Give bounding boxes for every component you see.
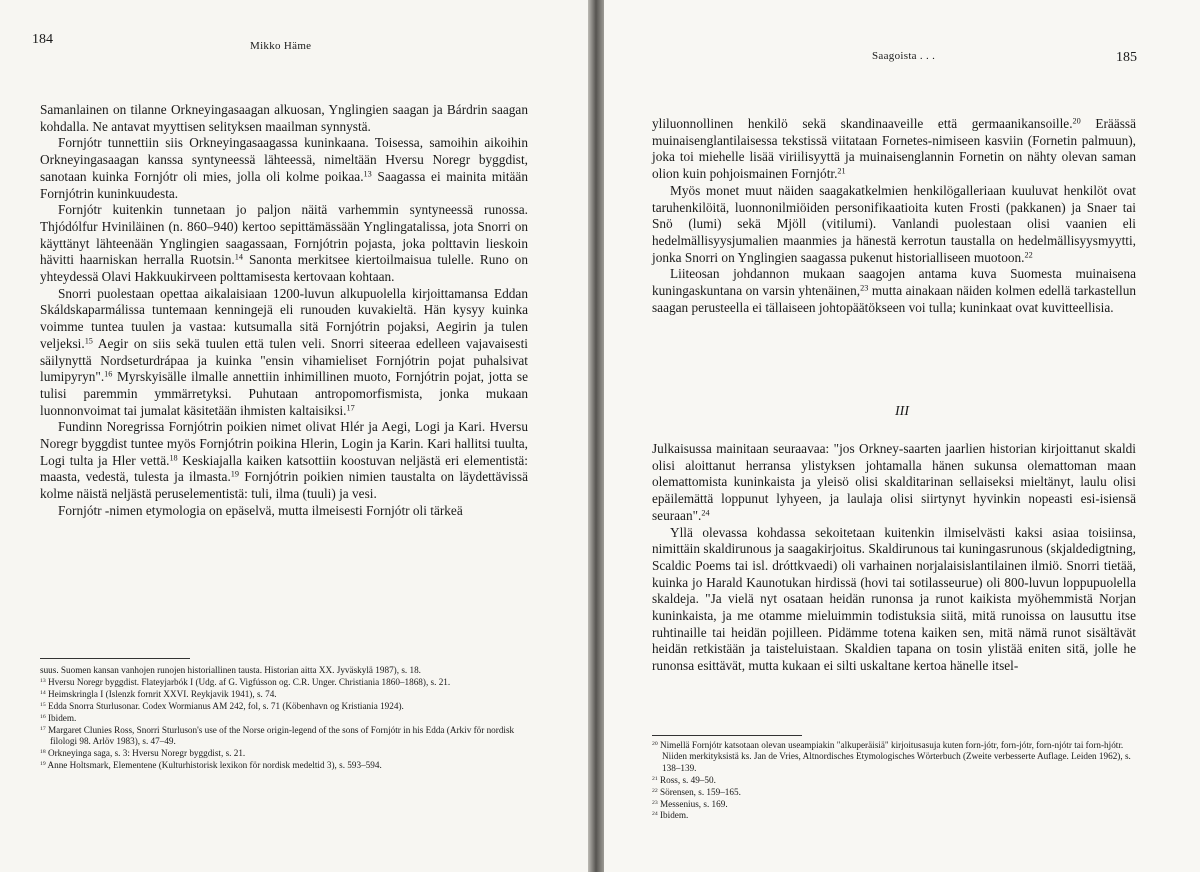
footnote-marker: 15 [84, 336, 93, 346]
footnote-marker: 20 [1072, 116, 1081, 126]
footnote-marker: 18 [40, 748, 46, 755]
footnote: $^{22}$ Sörensen, s. 159–165. [652, 786, 741, 797]
footnote-marker: 17 [346, 403, 355, 413]
paragraph: Fornjótr tunnettiin siis Orkneyingasaagassa kuninkaana. Toisessa, samoihin aikoihin Orkneyingasaagan kanssa syntyneessä lähteessä, nimeltään Hversu Noregr byggdist, sanotaan kuinka Fornjótr oli mies, jolla oli kolme poikaa.$^{13}$ Saagassa ei mainita mitään Fornjótrin kuninkuudesta. [40, 135, 528, 201]
footnote-marker: 22 [652, 787, 658, 794]
footnote-marker: 20 [652, 740, 658, 747]
footnote-marker: 18 [169, 453, 178, 463]
footnote-marker: 19 [230, 469, 240, 479]
page-number-left: 184 [32, 32, 53, 47]
footnote-marker: 23 [652, 799, 658, 806]
footnote: $^{13}$ Hversu Noregr byggdist. Flateyjarbók I (Udg. af G. Vigfússon og. C.R. Unger. Christiania 1860–1868), s. 21. [40, 676, 451, 687]
paragraph: Samanlainen on tilanne Orkneyingasaagan alkuosan, Ynglingien saagan ja Bárdrin saagan kohdalla. Ne antavat myyttisen selityksen maailman synnystä. [40, 102, 528, 134]
footnote-marker: 24 [652, 811, 658, 818]
footnote-marker: 13 [40, 677, 46, 684]
footnote: $^{23}$ Messenius, s. 169. [652, 798, 728, 809]
left-body-text [40, 102, 528, 520]
paragraph: yliluonnollinen henkilö sekä skandinaaveille että germaanikansoille.$^{20}$ Eräässä muinaisenglantilaisessa tekstissä viitataan Fornetes-nimiseen kasviin (Fornetin palmuun), joka toi miehelle lisää viriilisyyttä ja muinaisenglannin Fornetin on nähty olevan saman olion kuin pohjoismainen Fornjótr.$^{21}$ [652, 116, 1136, 182]
footnote-marker: 24 [701, 508, 710, 518]
right-body-text-top [652, 116, 1136, 316]
left-footnotes [40, 665, 528, 772]
footnote-marker: 15 [40, 701, 46, 708]
running-head-left: Mikko Häme [250, 40, 312, 52]
footnote-marker: 14 [234, 252, 243, 262]
footnote: $^{18}$ Orkneyinga saga, s. 3: Hversu Noregr byggdist, s. 21. [40, 747, 246, 758]
footnote-marker: 19 [40, 760, 46, 767]
footnote-marker: 21 [652, 775, 658, 782]
left-page [0, 0, 588, 872]
footnote: $^{24}$ Ibidem. [652, 810, 689, 821]
book-gutter [588, 0, 604, 872]
footnote-marker: 17 [40, 725, 46, 732]
footnote: $^{16}$ Ibidem. [40, 712, 77, 723]
footnote: suus. Suomen kansan vanhojen runojen historiallinen tausta. Historian aitta XX. Jyväskylä 1987), s. 18. [40, 665, 421, 675]
right-footnotes [652, 740, 1136, 822]
footnote-marker: 23 [860, 283, 869, 293]
footnote: $^{15}$ Edda Snorra Sturlusonar. Codex Wormianus AM 242, fol, s. 71 (Köbenhavn og Kristiania 1924). [40, 700, 404, 711]
paragraph: Fornjótr kuitenkin tunnetaan jo paljon näitä varhemmin syntyneessä runossa. Thjódólfur Hviniläinen (n. 860–940) kertoo sepittämässään Ynglingatalissa, jota Snorri on käyttänyt lähteenään Ynglingien saagassaan, Fornjótrin pojasta, joka polttavin lieskoin hävitti haarniskan herralla Ruotsin.$^{14}$ Sanonta merkitsee kiertoilmaisua tulelle. Runo on yhteydessä Olavi Hakkuukirveen polttamisesta kertovaan kohtaan. [40, 202, 528, 285]
footnote-rule-right [652, 735, 802, 736]
footnote: $^{17}$ Margaret Clunies Ross, Snorri Sturluson's use of the Norse origin-legend of the sons of Fornjótr in his Edda (Arkiv för nordisk filologi 98. Arlöv 1983), s. 47–49. [40, 724, 515, 746]
paragraph: Fornjótr -nimen etymologia on epäselvä, mutta ilmeisesti Fornjótr oli tärkeä [58, 502, 463, 518]
paragraph: Yllä olevassa kohdassa sekoitetaan kuitenkin ilmiselvästi kaksi asiaa toisiinsa, nimittäin skaldirunous ja saagakirjoitus. Skaldirunous tai kuningasrunous (skjaldedigtning, Scaldic Poems tai isl. dróttkvaedi) oli varhainen norjalaisislantilainen ilmiö. Snorri tietää, kuinka jo Harald Kaunotukan hirdissä (hovi tai sotilasseurue) oli 800-luvun loppupuolella skaldeja. "Ja vielä nyt osataan heidän runonsa ja runot kaikista myöhemmistä Norjan kuninkaista, ja me otamme mieluimmin todistuksia siitä, mitä runoissa on lausuttu itse ruhtinaille tai heidän pojilleen. Pidämme totena kaiken sen, mitä nämä runot sisältävät heidän retkistään ja taisteluistaan. Skaldien tapana on tosin ylistää eniten sitä, jolle he runonsa esittävät, mutta kukaan ei silti uskaltane kertoa hänelle itsel- [652, 524, 1136, 674]
footnote: $^{20}$ Nimellä Fornjótr katsotaan olevan useampiakin "alkuperäisiä" kirjoitusasuja kuten forn-jótr, forn-jótr, forn-njótr tai forn-hjótr. Niiden merkityksistä ks. Jan de Vries, Altnordisches Etymologisches Wörterbuch (Zweite verbesserte Auflage. Leiden 1962), s. 138–139. [652, 740, 1131, 773]
paragraph: Julkaisussa mainitaan seuraavaa: "jos Orkney-saarten jaarlien historian kirjoittanut skaldi olisi aloittanut herransa ylistyksen johtamalla hänen sukunsa olemattoman maan olemattomista kuninkaista ja yleisö olisi skalditarinan sellaiseksi mieltänyt, laulu olisi epäilemättä loppunut lyhyeen, ja laulaja olisi siirtynyt hyvinkin nopeasti esi-isiensä seuraan".$^{24}$ [652, 441, 1136, 523]
right-body-text-bottom [652, 441, 1136, 675]
footnote-marker: 21 [837, 166, 846, 176]
footnote-marker: 14 [40, 689, 46, 696]
footnote-marker: 13 [363, 169, 372, 179]
footnote: $^{21}$ Ross, s. 49–50. [652, 774, 716, 785]
section-numeral: III [895, 404, 909, 419]
paragraph: Snorri puolestaan opettaa aikalaisiaan 1200-luvun alkupuolella kirjoittamansa Eddan Skáldskaparmálissa tuntemaan kenningejä eli runouden kuvakieltä. Hän kysyy kuinka voimme tuntea tuulen ja vastaa: kutsumalla sitä Fornjótrin pojaksi, Aegirin ja tulen veljeksi.$^{15}$ Aegir on siis sekä tuulen että tulen veli. Snorri siteeraa edelleen vajavaisesti säilynyttä Nordseturdrápaa ja kuinka "ensin vihamieliset Fornjótrin pojat puhalsivat lumipyryn".$^{16}$ Myrskyisälle ilmalle annettiin inhimillinen muoto, Fornjótrin pojat, jotta se tulisi paremmin ymmärretyksi. Puhutaan antropomorfismista, jonka mukaan luonnonvoimat tai jumalat käsitetään ihmisten kaltaisiksi.$^{17}$ [40, 285, 528, 418]
right-page [604, 0, 1200, 872]
paragraph: Fundinn Noregrissa Fornjótrin poikien nimet olivat Hlér ja Aegi, Logi ja Kari. Hversu Noregr byggdist tuntee myös Fornjótrin poikina Hlerin, Login ja Karin. Kari hallitsi tuulta, Logi tulta ja Hler vettä.$^{18}$ Keskiajalla kaiken katsottiin koostuvan neljästä eri elementistä: maasta, vedestä, tulesta ja ilmasta.$^{19}$ Fornjótrin poikien nimien taustalta on läydettävissä kolme näistä neljästä peruselementistä: tuli, ilma (tuuli) ja vesi. [40, 419, 528, 502]
footnote-marker: 16 [104, 369, 113, 379]
paragraph: Myös monet muut näiden saagakatkelmien henkilögalleriaan kuuluvat henkilöt ovat taruhenkilöitä, luonnonilmiöiden personifikaatioita kuten Frosti (pakkanen) ja Snaer tai Snö (lumi) sekä Mjöll (vitilumi). Vanlandi puolestaan olisi vaanien eli hedelmällisyysjumalien maanmies ja hänestä kerrotun taustalla on hedelmällisyysmyytti, jonka Snorri on Ynglingien saagassa pukenut historialliseen muotoon.$^{22}$ [652, 182, 1136, 265]
footnote-marker: 16 [40, 713, 46, 720]
page-number-right: 185 [1116, 50, 1137, 65]
footnote-rule-left [40, 658, 190, 659]
footnote: $^{19}$ Anne Holtsmark, Elementene (Kulturhistorisk lexikon för nordisk medeltid 3), s. 593–594. [40, 759, 382, 770]
running-head-right: Saagoista . . . [872, 50, 936, 62]
footnote: $^{14}$ Heimskringla I (Islenzk fornrit XXVI. Reykjavik 1941), s. 74. [40, 688, 277, 699]
footnote-marker: 22 [1024, 250, 1033, 260]
paragraph: Liiteosan johdannon mukaan saagojen antama kuva Suomesta muinaisena kuningaskuntana on varsin yhtenäinen,$^{23}$ mutta ainakaan näiden kolmen edellä tarkastellun saagan perusteella ei tällaiseen johtopäätökseen voi tulla; kuninkaat ovat kuvitteellisia. [652, 266, 1137, 315]
